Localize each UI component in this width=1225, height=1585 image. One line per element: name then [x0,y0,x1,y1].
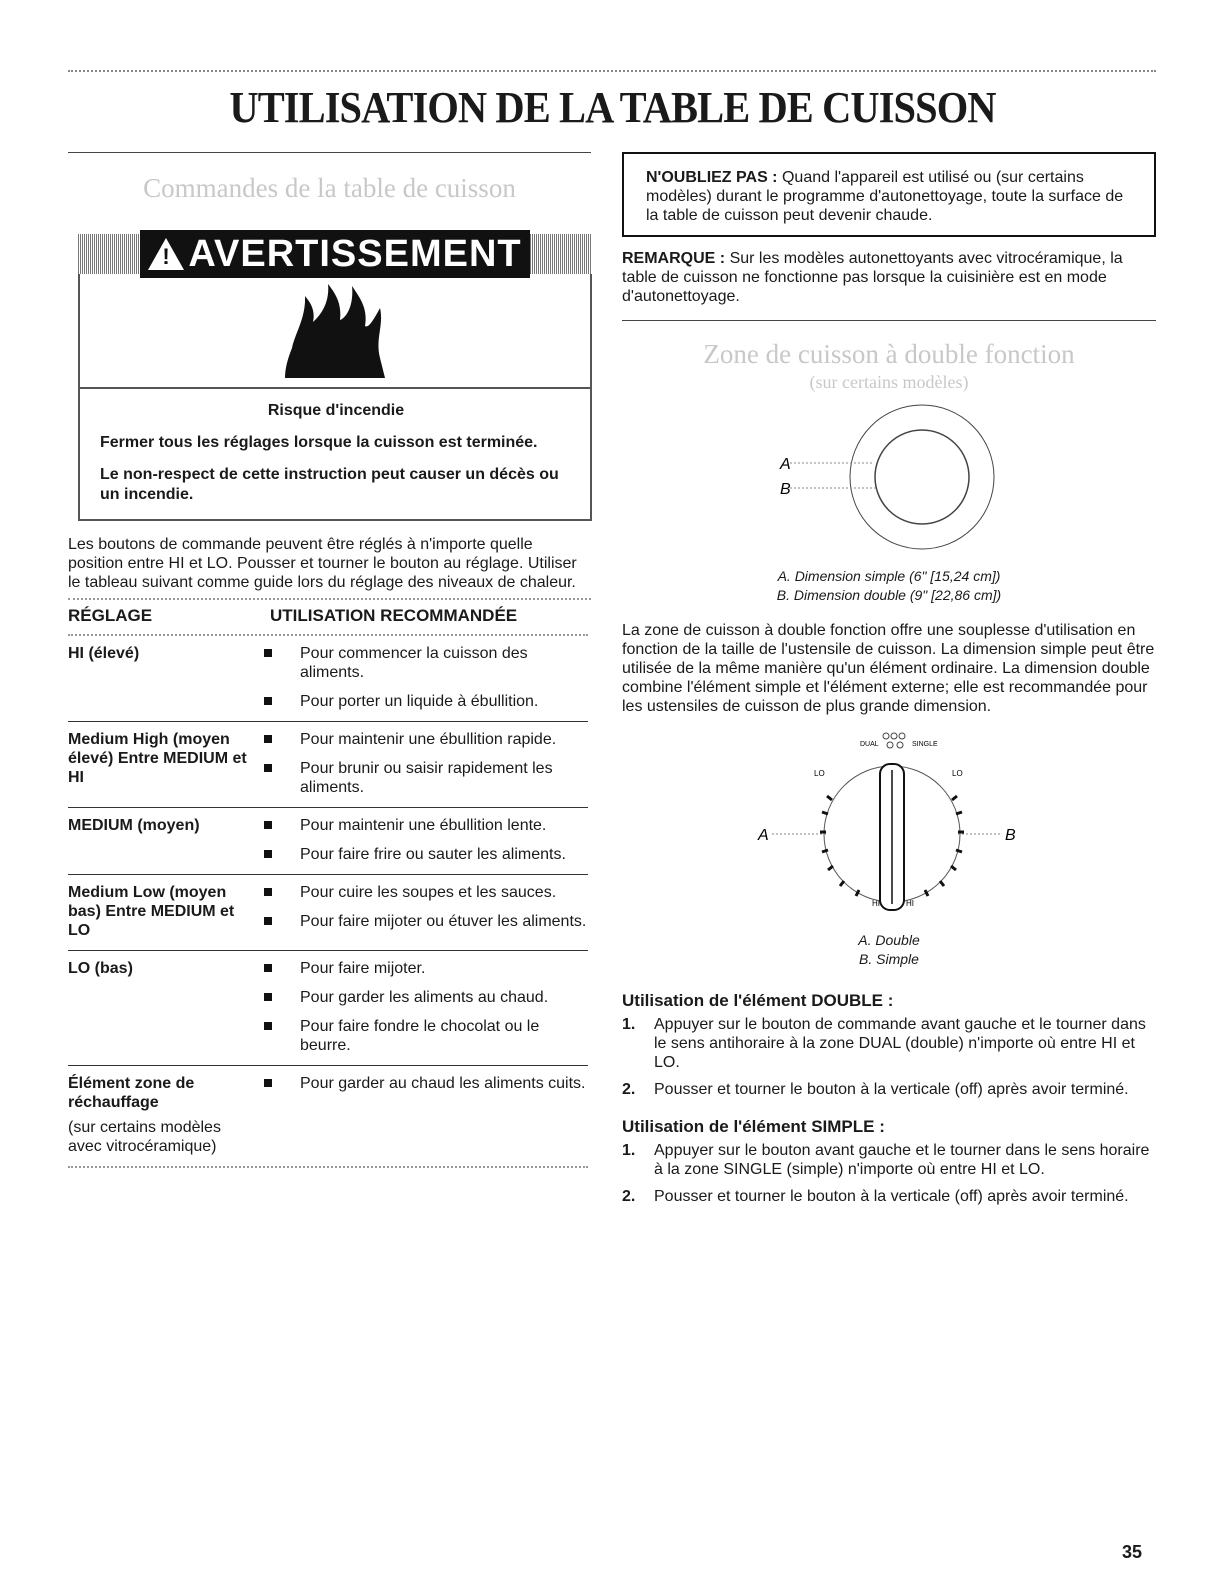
setting-label: Medium Low (moyen bas) Entre MEDIUM et LO [68,884,235,939]
table-row [68,722,588,808]
double-step-1: 1. Appuyer sur le bouton de commande avant gauche et le tourner dans le sens antihoraire à la zone DUAL (double) n'importe où entre HI et LO. [622,1016,1146,1071]
page-number: 35 [1121,1542,1142,1562]
table-row-setting [68,816,258,864]
warning-text [80,389,590,519]
simple-steps [622,1141,1156,1206]
diagram2-caption-b: B. Simple [859,951,919,967]
knob-hi-right: HI [906,899,914,908]
warning-triangle-icon: ! [148,238,184,270]
diagram1-caption-b: B. Dimension double (9" [22,86 cm]) [776,587,1002,603]
fire-icon [280,278,390,383]
double-heading: Utilisation de l'élément DOUBLE : [622,991,894,1010]
dual-zone-paragraph: La zone de cuisson à double fonction offre une souplesse d'utilisation en fonction de la taille de l'ustensile de cuisson. La dimension simple peut être utilisée de la même manière qu'un élément ordinaire. La dimension double combine l'élément simple et l'élément externe; elle est recommandée pour les ustensiles de cuisson de plus grande dimension. [622,622,1155,715]
section-rule-2 [622,320,1156,321]
outer-element-ring [850,405,994,549]
table-row-setting [68,644,258,711]
notice-box [622,152,1156,237]
right-column [622,152,1156,1214]
recommended-uses [258,883,588,940]
simple-heading: Utilisation de l'élément SIMPLE : [622,1117,885,1136]
recommended-use-item: Pour commencer la cuisson des aliments. [258,644,588,682]
knob-label-a: A [758,827,769,844]
knob-lo-left: LO [814,769,825,778]
recommended-use-item: Pour faire frire ou sauter les aliments. [258,845,588,864]
warning-heading: Risque d'incendie [267,402,405,419]
simple-step-1: 1. Appuyer sur le bouton avant gauche et le tourner dans le sens horaire à la zone SINGLE (simple) n'importe où entre HI et LO. [622,1142,1150,1178]
section-heading-controls: Commandes de la table de cuisson [143,173,516,203]
setting-label: MEDIUM (moyen) [68,817,200,834]
table-row [68,636,588,722]
table-rows [68,636,588,1168]
warning-banner-label: ! AVERTISSEMENT [140,230,530,278]
section-rule [68,152,591,153]
section-heading-dual-zone: Zone de cuisson à double fonction [703,339,1075,369]
table-row [68,808,588,875]
recommended-use-item: Pour faire fondre le chocolat ou le beurre. [258,1017,588,1055]
recommended-uses [258,730,588,797]
recommended-use-item: Pour garder au chaud les aliments cuits. [258,1074,588,1093]
recommended-uses [258,644,588,711]
diagram1-label-a: A [780,456,791,473]
warning-body [78,274,592,521]
table-row-setting [68,1074,258,1156]
recommended-use-item: Pour maintenir une ébullition rapide. [258,730,588,749]
simple-step-2: 2. Pousser et tourner le bouton à la verticale (off) après avoir terminé. [622,1188,1129,1205]
table-row [68,1066,588,1168]
page-title: UTILISATION DE LA TABLE DE CUISSON [229,83,996,132]
recommended-use-item: Pour porter un liquide à ébullition. [258,692,588,711]
dual-zone-diagram [622,393,1156,563]
table-top-rule [68,598,591,600]
setting-label: Medium High (moyen élevé) Entre MEDIUM et HI [68,731,247,786]
left-column [68,152,591,1168]
notice-text: Quand l'appareil est utilisé ou (sur certains modèles) durant le programme d'autonettoyage, toute la surface de la table de cuisson peut devenir chaude. [646,169,1124,224]
recommended-use-item: Pour faire mijoter. [258,959,588,978]
knob-diagram [622,728,1156,933]
setting-note: (sur certains modèles avec vitrocéramique) [68,1119,221,1155]
diagram1-caption-a: A. Dimension simple (6" [15,24 cm]) [777,568,1001,584]
inner-element-ring [875,430,969,524]
table-header-use: UTILISATION RECOMMANDÉE [270,606,518,625]
knob-label-b: B [1005,827,1016,844]
table-row [68,951,588,1066]
setting-label: LO (bas) [68,960,133,977]
remark-text: Sur les modèles autonettoyants avec vitrocéramique, la table de cuisson ne fonctionne pas lorsque la cuisinière est en mode d'autonettoyage. [622,250,1123,305]
warning-box [78,234,592,521]
table-header-setting: RÉGLAGE [68,606,153,625]
setting-label: Élément zone de réchauffage [68,1075,195,1111]
fire-icon-area [80,274,590,389]
recommended-use-item: Pour cuire les soupes et les sauces. [258,883,588,902]
intro-paragraph: Les boutons de commande peuvent être réglés à n'importe quelle position entre HI et LO. Pousser et tourner le bouton au réglage. Utiliser le tableau suivant comme guide lors du réglage des niveaux de chaleur. [68,536,577,591]
settings-table [68,602,588,1168]
knob-single-label: SINGLE [912,741,938,748]
knob-dual-label: DUAL [860,741,879,748]
diagram1-label-b: B [780,481,791,498]
double-steps [622,1015,1156,1099]
recommended-uses [258,1074,588,1156]
recommended-uses [258,959,588,1055]
table-header [68,602,588,634]
double-step-2: 2. Pousser et tourner le bouton à la verticale (off) après avoir terminé. [622,1081,1129,1098]
warning-banner [78,234,592,274]
warning-line-2: Le non-respect de cette instruction peut causer un décès ou un incendie. [100,466,559,503]
notice-label: N'OUBLIEZ PAS : [646,169,778,186]
diagram2-caption-a: A. Double [858,932,920,948]
remark-paragraph [622,249,1156,306]
knob-hi-left: HI [872,899,880,908]
setting-label: HI (élevé) [68,645,140,662]
section-subheading: (sur certains modèles) [809,372,969,392]
recommended-use-item: Pour faire mijoter ou étuver les aliments. [258,912,588,931]
table-row-setting [68,883,258,940]
table-row [68,875,588,951]
recommended-use-item: Pour brunir ou saisir rapidement les aliments. [258,759,588,797]
recommended-uses [258,816,588,864]
top-dotted-rule [68,70,1156,72]
recommended-use-item: Pour garder les aliments au chaud. [258,988,588,1007]
knob-lo-right: LO [952,769,963,778]
remark-label: REMARQUE : [622,250,726,267]
table-row-setting [68,730,258,797]
warning-line-1: Fermer tous les réglages lorsque la cuisson est terminée. [100,434,538,451]
recommended-use-item: Pour maintenir une ébullition lente. [258,816,588,835]
triple-circle-icon [883,733,905,748]
table-row-setting [68,959,258,1055]
